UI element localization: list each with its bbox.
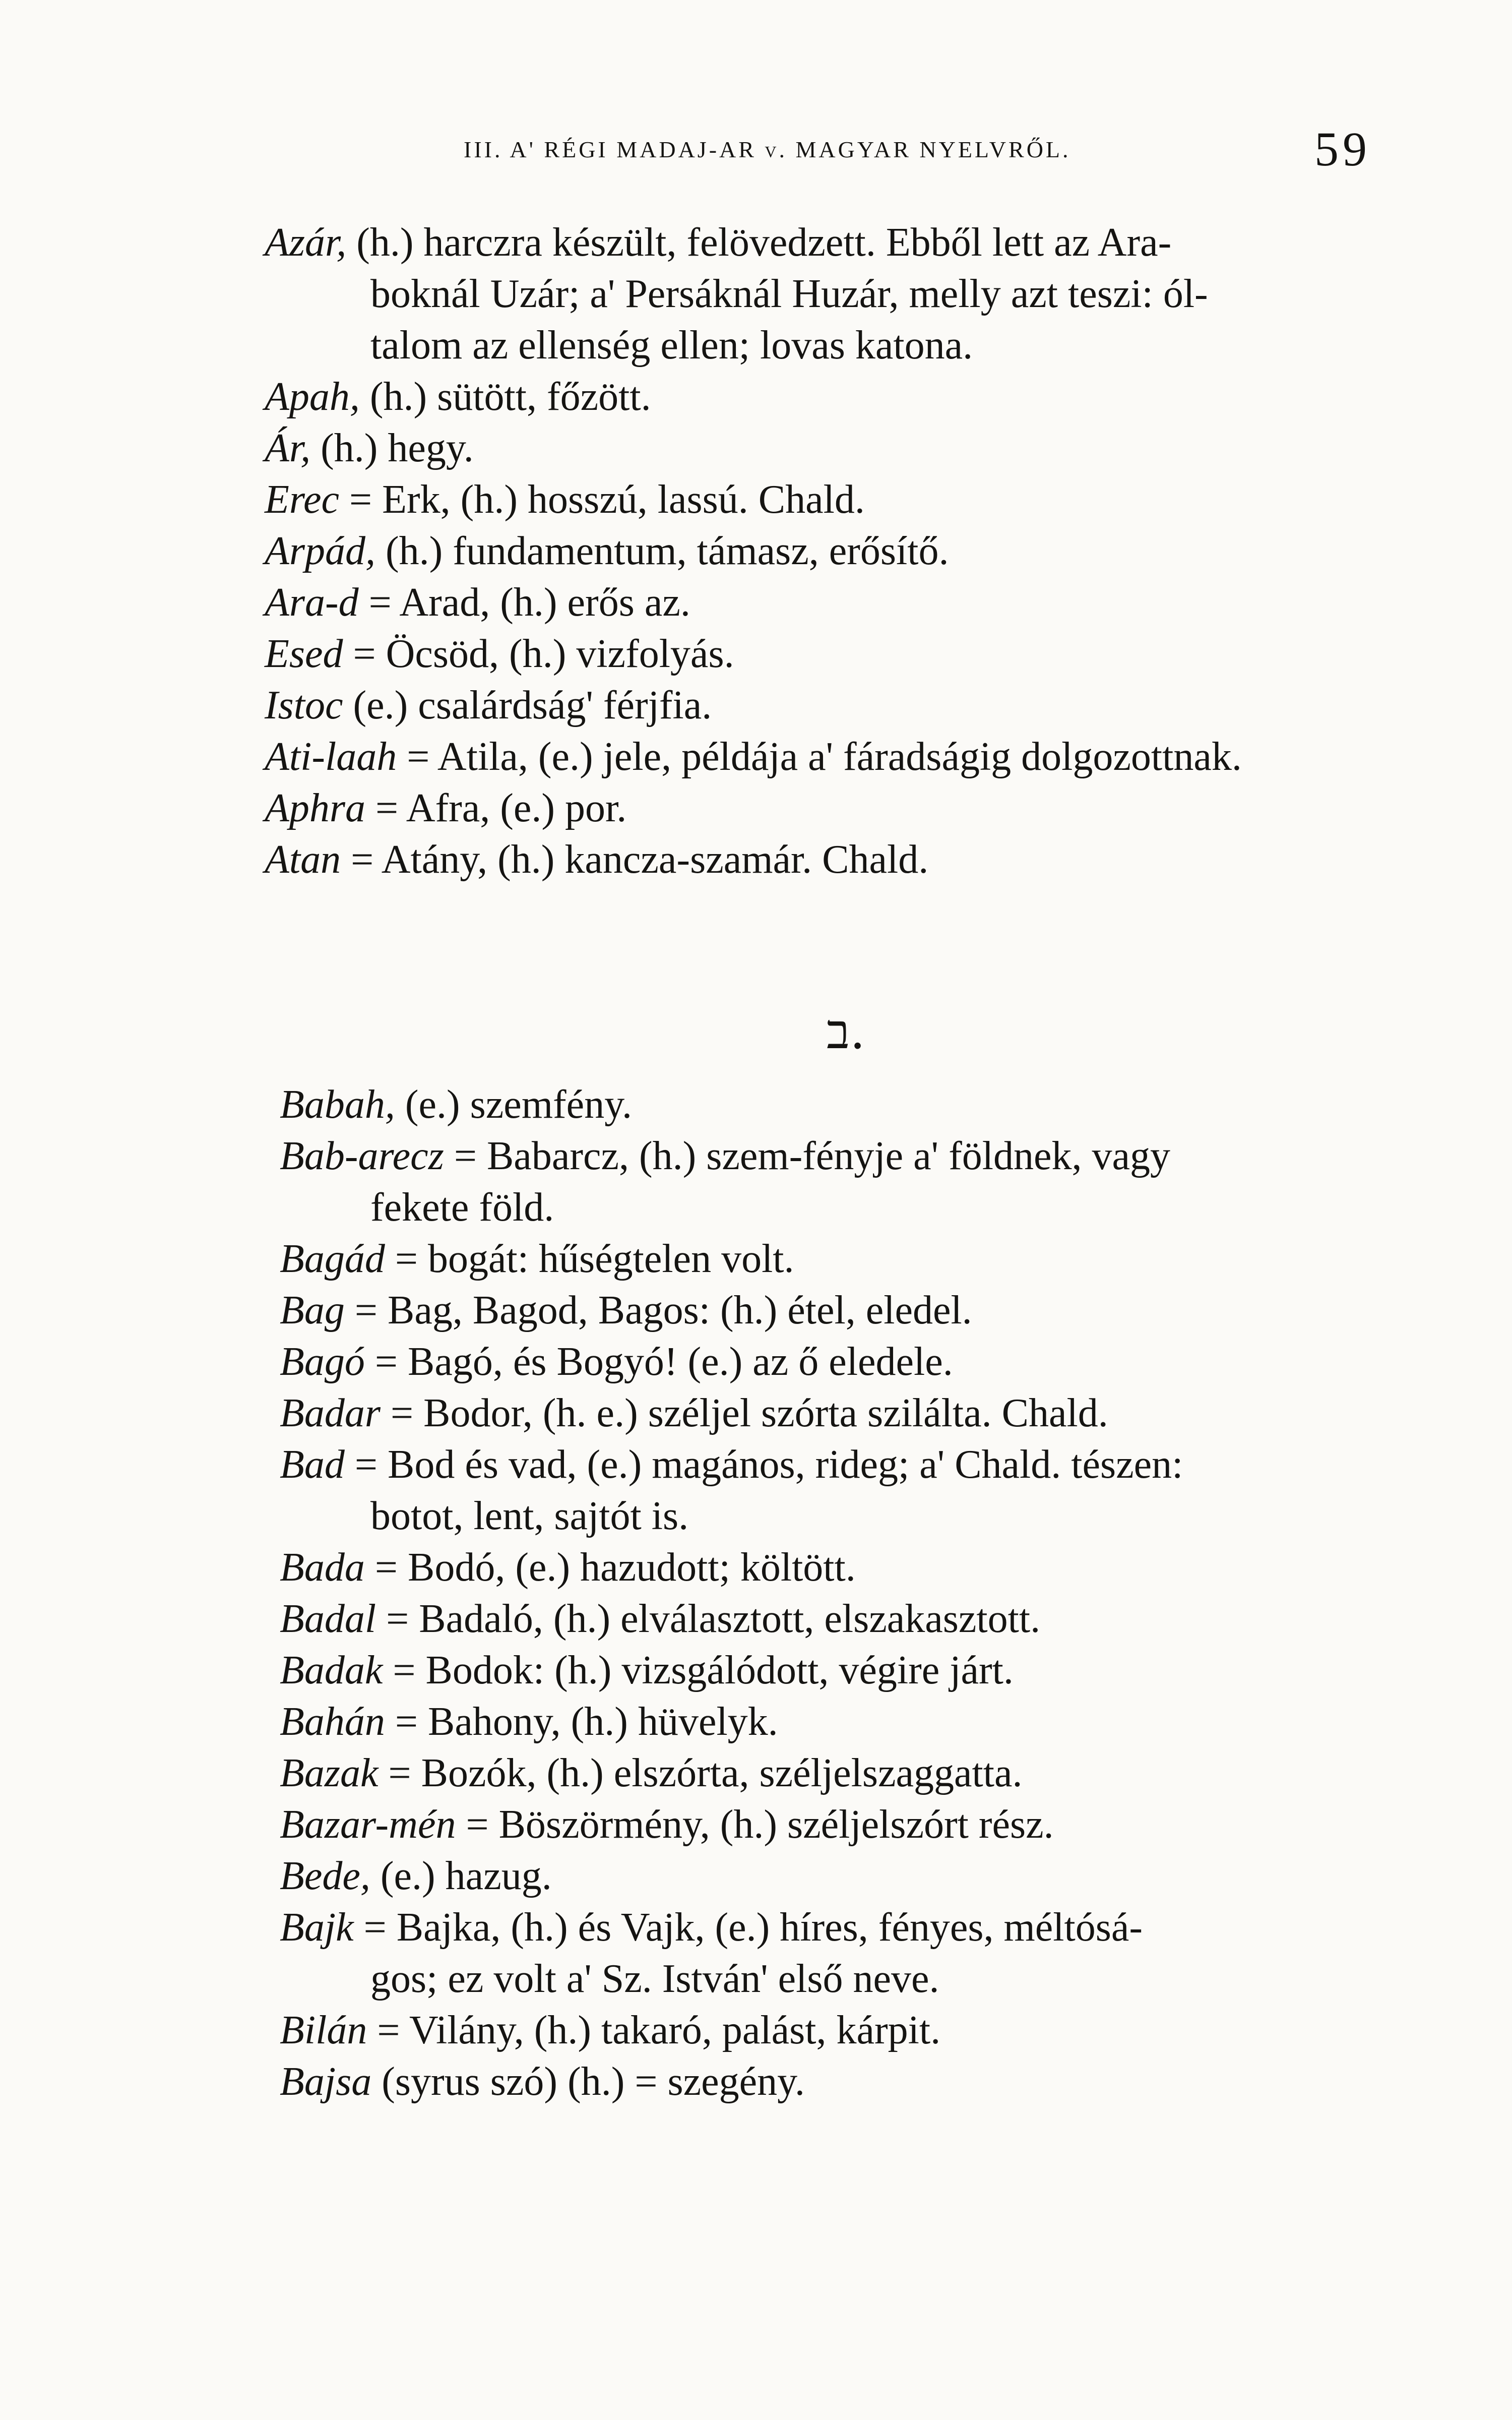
- entry-definition: (e.) hazug.: [370, 1854, 552, 1898]
- entry-first-line: [280, 1130, 1454, 1182]
- entry-term: Ár,: [265, 426, 311, 470]
- entry-definition: = Bag, Bagod, Bagos: (h.) étel, eledel.: [344, 1288, 972, 1333]
- entry-first-line: [265, 680, 1439, 731]
- entry-term: Bazak: [280, 1751, 379, 1795]
- entry-term: Bajk: [280, 1905, 354, 1950]
- entry-term: Bab-arecz: [280, 1134, 444, 1178]
- entry-first-line: [280, 1439, 1454, 1490]
- dictionary-entry: [280, 2056, 1454, 2107]
- entry-term: Badal: [280, 1597, 376, 1641]
- entry-continuation: boknál Uzár; a' Persáknál Huzár, melly azt teszi: ól-: [370, 272, 1208, 316]
- dictionary-entry: [265, 474, 1439, 525]
- entry-term: Bahán: [280, 1700, 385, 1744]
- dictionary-entry: [280, 1387, 1454, 1439]
- entry-term: Aphra: [265, 786, 365, 830]
- dictionary-entry: [280, 1336, 1454, 1387]
- dictionary-entry: [265, 217, 1439, 371]
- entry-term: Ati-laah: [265, 735, 397, 779]
- dictionary-entry: [265, 628, 1439, 680]
- entry-definition: (e.) csalárdság' férjfia.: [343, 683, 712, 728]
- entry-definition: = bogát: hűségtelen volt.: [385, 1237, 794, 1281]
- entry-first-line: [265, 577, 1439, 628]
- dictionary-entry: [265, 782, 1439, 834]
- entry-continuation: talom az ellenség ellen; lovas katona.: [370, 323, 973, 368]
- entry-first-line: [280, 1696, 1454, 1747]
- entry-term: Bagó: [280, 1340, 365, 1384]
- entry-definition: = Vilány, (h.) takaró, palást, kárpit.: [367, 2008, 941, 2052]
- entry-first-line: [280, 1285, 1454, 1336]
- entry-definition: = Bagó, és Bogyó! (e.) az ő eledele.: [364, 1340, 953, 1384]
- dictionary-entry: [265, 525, 1439, 577]
- dictionary-entry: [280, 1593, 1454, 1645]
- entry-term: Istoc: [265, 683, 343, 728]
- entry-first-line: [265, 834, 1439, 885]
- entry-first-line: [280, 1645, 1454, 1696]
- entry-first-line: [280, 2005, 1454, 2056]
- entry-term: Arpád,: [265, 529, 375, 573]
- dictionary-entry: [265, 680, 1439, 731]
- entry-definition: = Arad, (h.) erős az.: [358, 580, 690, 625]
- dictionary-entry: [280, 1130, 1454, 1233]
- entry-first-line: [280, 1542, 1454, 1593]
- entry-first-line: [265, 217, 1439, 268]
- entry-first-line: [265, 731, 1439, 782]
- entry-term: Erec: [265, 477, 340, 522]
- entry-first-line: [265, 525, 1439, 577]
- entry-definition: (h.) fundamentum, támasz, erősítő.: [375, 529, 949, 573]
- entry-definition: = Babarcz, (h.) szem-fényje a' földnek, vagy: [444, 1134, 1170, 1178]
- entry-term: Bad: [280, 1442, 345, 1487]
- entry-definition: = Bozók, (h.) elszórta, széljelszaggatta.: [378, 1751, 1023, 1795]
- entry-term: Ara-d: [265, 580, 359, 625]
- entry-definition: = Afra, (e.) por.: [365, 786, 627, 830]
- entry-first-line: [265, 422, 1439, 474]
- entry-definition: (h.) harczra készült, felövedzett. Ebből lett az Ara-: [346, 220, 1172, 265]
- entry-definition: (h.) sütött, főzött.: [359, 375, 651, 419]
- entry-term: Bagád: [280, 1237, 385, 1281]
- dictionary-entry: [280, 1645, 1454, 1696]
- page-header: [464, 122, 1371, 182]
- dictionary-entry: [280, 1799, 1454, 1850]
- entry-first-line: [265, 628, 1439, 680]
- entry-definition: (syrus szó) (h.) = szegény.: [371, 2060, 805, 2104]
- entry-term: Badak: [280, 1648, 383, 1692]
- entry-term: Esed: [265, 632, 343, 676]
- entry-term: Apah,: [265, 375, 360, 419]
- entry-definition: = Atány, (h.) kancza-szamár. Chald.: [341, 837, 929, 882]
- dictionary-entry: [280, 1696, 1454, 1747]
- entry-definition: = Bodok: (h.) vizsgálódott, végire járt.: [383, 1648, 1014, 1692]
- entry-first-line: [280, 1387, 1454, 1439]
- entry-term: Badar: [280, 1391, 381, 1435]
- dictionary-entry: [280, 1233, 1454, 1285]
- section-letter-bet: ב.: [827, 1003, 865, 1060]
- entry-definition: = Atila, (e.) jele, példája a' fáradságig dolgozottnak.: [397, 735, 1242, 779]
- dictionary-entry: [280, 1285, 1454, 1336]
- page-number: 59: [1314, 122, 1371, 176]
- entry-definition: = Bahony, (h.) hüvelyk.: [385, 1700, 778, 1744]
- dictionary-entry: [280, 1439, 1454, 1542]
- entry-term: Bilán: [280, 2008, 367, 2052]
- entry-definition: = Bodor, (h. e.) széljel szórta szilálta. Chald.: [381, 1391, 1108, 1435]
- entry-first-line: [280, 1079, 1454, 1130]
- entry-term: Bede,: [280, 1854, 370, 1898]
- entry-term: Azár,: [265, 220, 347, 265]
- entry-continuation: fekete föld.: [370, 1185, 554, 1230]
- entry-first-line: [280, 1336, 1454, 1387]
- entry-definition: = Böszörmény, (h.) széljelszórt rész.: [456, 1802, 1054, 1847]
- entry-continuation: botot, lent, sajtót is.: [370, 1494, 689, 1538]
- dictionary-entry: [265, 834, 1439, 885]
- entry-first-line: [280, 1850, 1454, 1902]
- entry-first-line: [265, 782, 1439, 834]
- dictionary-entry: [265, 577, 1439, 628]
- dictionary-entry: [265, 371, 1439, 422]
- entry-term: Bajsa: [280, 2060, 372, 2104]
- entry-definition: (e.) szemfény.: [395, 1082, 632, 1127]
- entry-first-line: [265, 371, 1439, 422]
- dictionary-entry: [280, 1747, 1454, 1799]
- entry-first-line: [280, 1902, 1454, 1953]
- dictionary-entry: [265, 422, 1439, 474]
- dictionary-entry: [280, 1850, 1454, 1902]
- entry-definition: = Badaló, (h.) elválasztott, elszakasztott.: [376, 1597, 1041, 1641]
- dictionary-entry: [280, 2005, 1454, 2056]
- entry-first-line: [280, 1747, 1454, 1799]
- entry-term: Babah,: [280, 1082, 395, 1127]
- dictionary-entry: [280, 1079, 1454, 1130]
- entry-definition: = Öcsöd, (h.) vizfolyás.: [343, 632, 734, 676]
- dictionary-entry: [280, 1542, 1454, 1593]
- dictionary-entries-a: [265, 217, 1439, 885]
- entry-definition: = Bod és vad, (e.) magános, rideg; a' Chald. tészen:: [344, 1442, 1183, 1487]
- dictionary-entry: [280, 1902, 1454, 2005]
- entry-definition: = Bodó, (e.) hazudott; költött.: [364, 1545, 856, 1590]
- entry-definition: = Erk, (h.) hosszú, lassú. Chald.: [339, 477, 865, 522]
- entry-definition: (h.) hegy.: [310, 426, 474, 470]
- entry-first-line: [280, 1593, 1454, 1645]
- entry-first-line: [280, 1799, 1454, 1850]
- entry-continuation: gos; ez volt a' Sz. István' első neve.: [370, 1957, 939, 2001]
- entry-term: Bag: [280, 1288, 345, 1333]
- entry-definition: = Bajka, (h.) és Vajk, (e.) híres, fényes, méltósá-: [353, 1905, 1143, 1950]
- entry-term: Bada: [280, 1545, 365, 1590]
- entry-first-line: [280, 1233, 1454, 1285]
- running-head: III. A' RÉGI MADAJ-AR v. MAGYAR NYELVRŐL.: [464, 137, 1071, 162]
- entry-first-line: [280, 2056, 1454, 2107]
- dictionary-entries-b: [280, 1079, 1454, 2107]
- dictionary-entry: [265, 731, 1439, 782]
- entry-term: Atan: [265, 837, 341, 882]
- entry-first-line: [265, 474, 1439, 525]
- entry-term: Bazar-mén: [280, 1802, 456, 1847]
